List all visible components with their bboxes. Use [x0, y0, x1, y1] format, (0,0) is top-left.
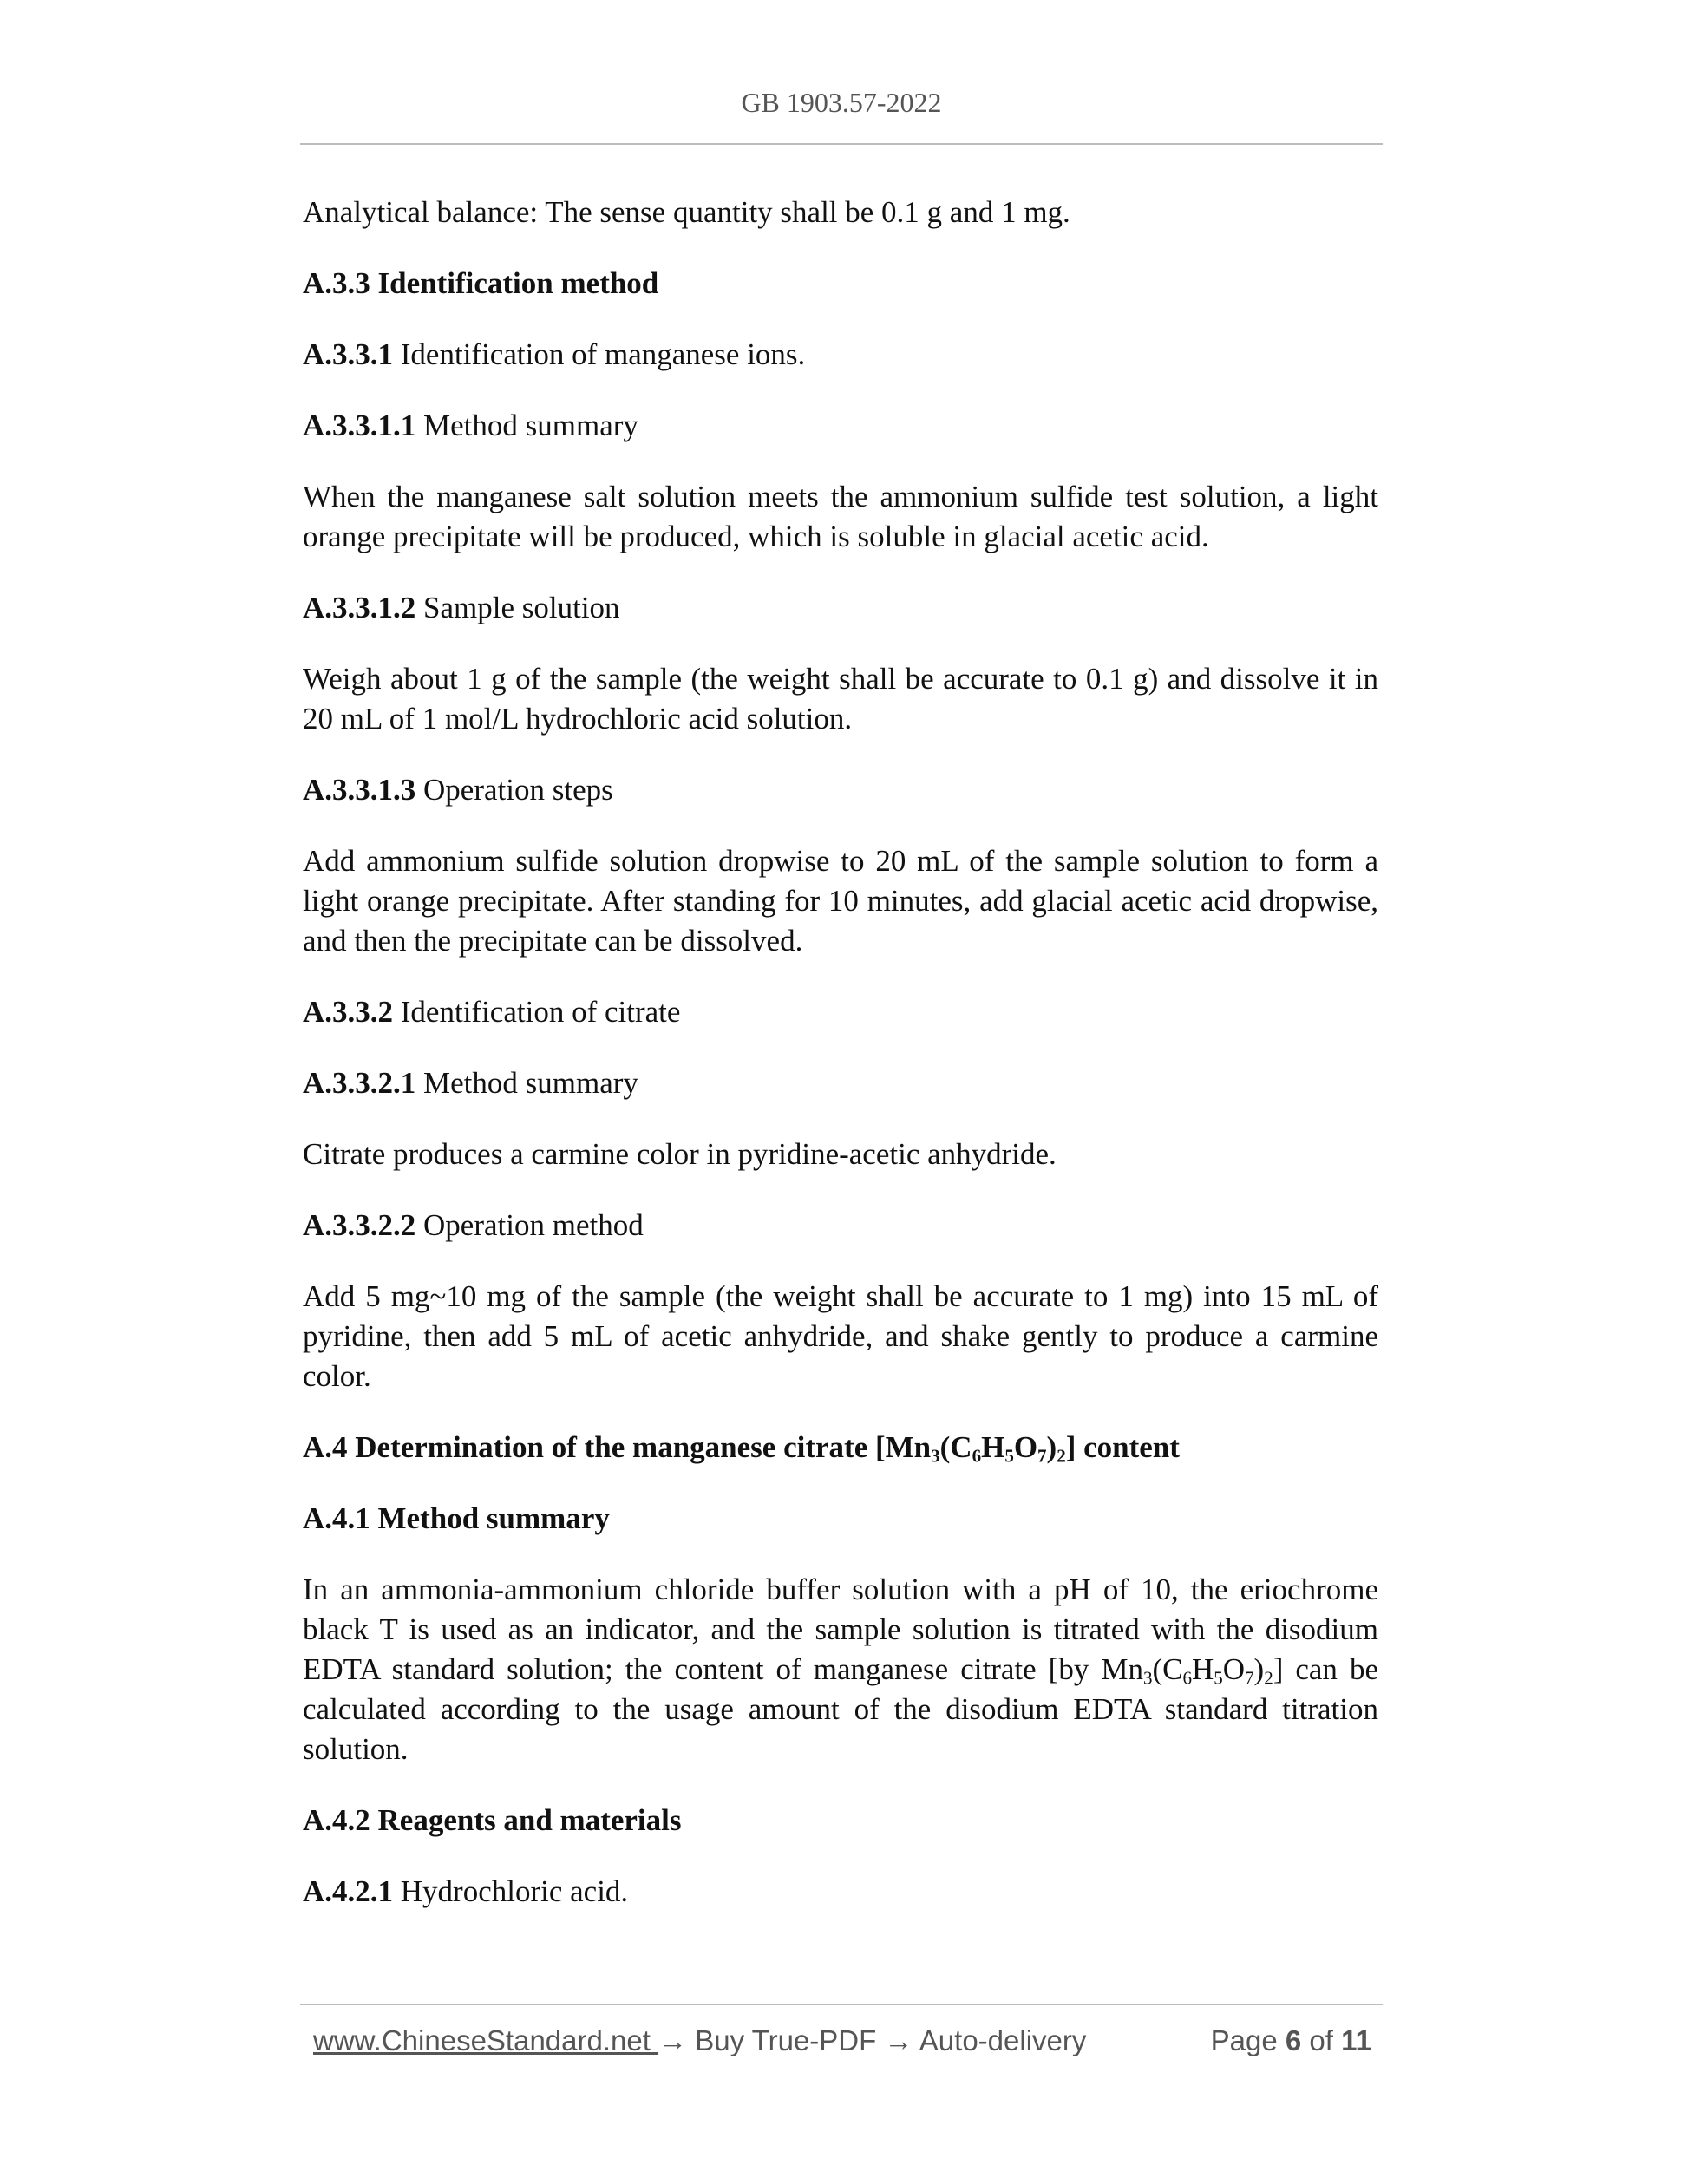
clause-number: A.3.3.1.1	[303, 409, 416, 442]
heading-a4	[303, 1428, 1378, 1468]
clause-a421	[303, 1872, 1378, 1912]
footer-divider	[300, 2004, 1383, 2005]
clause-title: Hydrochloric acid.	[393, 1874, 629, 1908]
clause-title: Identification of citrate	[393, 995, 681, 1029]
clause-number: A.4.2.1	[303, 1874, 394, 1908]
paragraph-operation-method: Add 5 mg~10 mg of the sample (the weight shall be accurate to 1 mg) into 15 mL of pyridine, then add 5 mL of acetic anhydride, and shake gently to produce a carmine color.	[303, 1279, 1378, 1393]
clause-number: A.3.3.1	[303, 337, 394, 371]
heading-text: ] content	[1065, 1430, 1180, 1464]
of-label: of	[1309, 2024, 1333, 2056]
heading-a41: A.4.1 Method summary	[303, 1501, 610, 1535]
page-indicator	[1211, 2024, 1371, 2057]
clause-title: Operation method	[415, 1208, 644, 1242]
clause-title: Method summary	[415, 1066, 638, 1100]
clause-a33113	[303, 770, 1378, 810]
clause-a3332	[303, 992, 1378, 1032]
clause-number: A.3.3.1.3	[303, 773, 416, 807]
heading-a42: A.4.2 Reagents and materials	[303, 1803, 682, 1837]
clause-number: A.3.3.2	[303, 995, 394, 1029]
header-divider	[300, 143, 1383, 145]
clause-title: Identification of manganese ions.	[393, 337, 806, 371]
site-link[interactable]: www.ChineseStandard.net	[313, 2024, 659, 2056]
page-content	[303, 193, 1378, 1943]
clause-a33112	[303, 588, 1378, 628]
paragraph-analytical-balance: Analytical balance: The sense quantity shall be 0.1 g and 1 mg.	[303, 195, 1070, 229]
paragraph-sample-solution: Weigh about 1 g of the sample (the weight shall be accurate to 0.1 g) and dissolve it in 20 mL of 1 mol/L hydrochloric acid solution.	[303, 662, 1378, 736]
clause-title: Method summary	[415, 409, 638, 442]
subscript: 6	[1182, 1667, 1192, 1689]
subscript: 7	[1037, 1445, 1047, 1467]
clause-number: A.3.3.2.2	[303, 1208, 416, 1242]
clause-a33322	[303, 1206, 1378, 1246]
paragraph-manganese-summary: When the manganese salt solution meets the ammonium sulfide test solution, a light orange precipitate will be produced, which is soluble in glacial acetic acid.	[303, 480, 1378, 553]
paragraph-text: O	[1222, 1652, 1246, 1686]
paragraph-citrate-summary: Citrate produces a carmine color in pyridine-acetic anhydride.	[303, 1137, 1057, 1171]
subscript: 7	[1245, 1667, 1254, 1689]
paragraph-text: In an ammonia-ammonium chloride buffer solution with a pH of 10, the eriochrome black T is used as an indicator, and the sample solution is titrated with the disodium EDTA standard solution; the content of manganese citrate [by Mn	[303, 1573, 1378, 1686]
footer-promo	[313, 2024, 1086, 2057]
clause-title: Operation steps	[415, 773, 613, 807]
clause-a33321	[303, 1063, 1378, 1103]
heading-text: O	[1013, 1430, 1038, 1464]
promo-text: → Buy True-PDF → Auto-delivery	[658, 2024, 1087, 2056]
heading-text: )	[1046, 1430, 1057, 1464]
paragraph-text: (C	[1152, 1652, 1183, 1686]
clause-a3311	[303, 335, 1378, 375]
clause-a33111	[303, 406, 1378, 446]
current-page-number: 6	[1285, 2024, 1302, 2056]
doc-header-code: GB 1903.57-2022	[741, 87, 942, 118]
paragraph-text: H	[1191, 1652, 1214, 1686]
paragraph-titration-summary	[303, 1570, 1378, 1769]
subscript: 6	[972, 1445, 982, 1467]
heading-a33: A.3.3 Identification method	[303, 266, 659, 300]
subscript: 5	[1004, 1445, 1014, 1467]
paragraph-operation-steps: Add ammonium sulfide solution dropwise to 20 mL of the sample solution to form a light orange precipitate. After standing for 10 minutes, add glacial acetic acid dropwise, and then the precipitate can be dissolved.	[303, 844, 1378, 958]
clause-number: A.3.3.2.1	[303, 1066, 416, 1100]
subscript: 2	[1264, 1667, 1273, 1689]
paragraph-text: ] can be calculated according to the usage amount of the disodium EDTA standard titration solution.	[303, 1652, 1378, 1766]
heading-text: A.4 Determination of the manganese citrate [Mn	[303, 1430, 932, 1464]
subscript: 3	[931, 1445, 940, 1467]
clause-title: Sample solution	[415, 591, 620, 624]
heading-text: (C	[939, 1430, 972, 1464]
heading-text: H	[981, 1430, 1005, 1464]
page-label: Page	[1210, 2024, 1278, 2056]
subscript: 5	[1214, 1667, 1223, 1689]
paragraph-text: )	[1253, 1652, 1265, 1686]
total-pages-number: 11	[1341, 2024, 1371, 2056]
subscript: 2	[1057, 1445, 1066, 1467]
clause-number: A.3.3.1.2	[303, 591, 416, 624]
subscript: 3	[1142, 1667, 1153, 1689]
